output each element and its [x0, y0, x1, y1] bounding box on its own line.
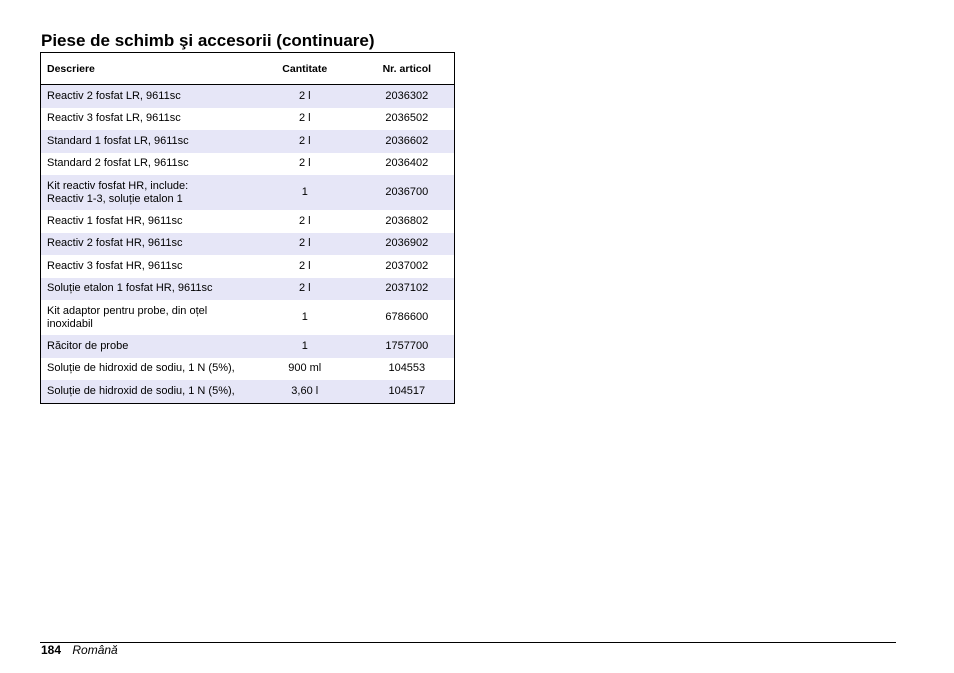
description-line: Standard 2 fosfat LR, 9611sc: [47, 157, 189, 170]
cell-description: [41, 130, 250, 153]
cell-article: 2037002: [360, 255, 455, 278]
cell-quantity: 1: [250, 300, 360, 335]
parts-table: [40, 52, 455, 404]
description-line: Soluție de hidroxid de sodiu, 1 N (5%),: [47, 362, 235, 375]
cell-quantity: 2 l: [250, 108, 360, 131]
header-article: Nr. articol: [360, 53, 455, 85]
description-line: Kit adaptor pentru probe, din oțel: [47, 304, 208, 317]
description-line: inoxidabil: [47, 317, 93, 330]
table-row: [41, 300, 455, 335]
cell-quantity: 2 l: [250, 278, 360, 301]
cell-article: 2036802: [360, 210, 455, 233]
cell-description: [41, 255, 250, 278]
description-line: Standard 1 fosfat LR, 9611sc: [47, 134, 189, 147]
page-number: 184: [41, 643, 62, 657]
cell-quantity: 2 l: [250, 130, 360, 153]
cell-description: [41, 335, 250, 358]
cell-description: [41, 85, 250, 108]
table-row: [41, 255, 455, 278]
cell-description: [41, 300, 250, 335]
header-quantity: Cantitate: [250, 53, 360, 85]
table-row: [41, 210, 455, 233]
description-line: Reactiv 2 fosfat LR, 9611sc: [47, 89, 181, 102]
cell-description: [41, 380, 250, 403]
cell-article: 2036402: [360, 153, 455, 176]
table-row: [41, 130, 455, 153]
description-line: Reactiv 3 fosfat HR, 9611sc: [47, 259, 183, 272]
cell-description: [41, 233, 250, 256]
cell-quantity: 2 l: [250, 153, 360, 176]
cell-quantity: 1: [250, 175, 360, 210]
description-line: Reactiv 1-3, soluție etalon 1: [47, 192, 183, 205]
cell-article: 6786600: [360, 300, 455, 335]
cell-description: [41, 358, 250, 381]
description-line: Reactiv 3 fosfat LR, 9611sc: [47, 112, 181, 125]
table-row: [41, 153, 455, 176]
header-description: Descriere: [41, 53, 250, 85]
description-line: Kit reactiv fosfat HR, include:: [47, 179, 189, 192]
table-row: [41, 108, 455, 131]
cell-article: 104553: [360, 358, 455, 381]
cell-description: [41, 278, 250, 301]
cell-article: 104517: [360, 380, 455, 403]
description-line: Reactiv 2 fosfat HR, 9611sc: [47, 237, 183, 250]
cell-article: 2036602: [360, 130, 455, 153]
cell-quantity: 2 l: [250, 210, 360, 233]
footer-language: Română: [72, 643, 118, 657]
cell-article: 2036700: [360, 175, 455, 210]
table-row: [41, 278, 455, 301]
table-row: [41, 380, 455, 403]
table-row: [41, 85, 455, 108]
cell-quantity: 900 ml: [250, 358, 360, 381]
table-row: [41, 233, 455, 256]
table-row: [41, 358, 455, 381]
page-footer: [41, 643, 118, 657]
cell-quantity: 2 l: [250, 85, 360, 108]
footer-divider: [40, 642, 896, 643]
cell-description: [41, 108, 250, 131]
cell-article: 1757700: [360, 335, 455, 358]
cell-article: 2036502: [360, 108, 455, 131]
cell-article: 2036302: [360, 85, 455, 108]
description-line: Soluție etalon 1 fosfat HR, 9611sc: [47, 282, 213, 295]
description-line: Răcitor de probe: [47, 339, 129, 352]
cell-description: [41, 153, 250, 176]
cell-quantity: 1: [250, 335, 360, 358]
cell-description: [41, 210, 250, 233]
cell-quantity: 3,60 l: [250, 380, 360, 403]
cell-article: 2037102: [360, 278, 455, 301]
description-line: Soluție de hidroxid de sodiu, 1 N (5%),: [47, 384, 235, 397]
cell-description: [41, 175, 250, 210]
cell-quantity: 2 l: [250, 255, 360, 278]
table-header-row: [41, 53, 455, 85]
page-title: Piese de schimb şi accesorii (continuare): [41, 31, 375, 50]
description-line: Reactiv 1 fosfat HR, 9611sc: [47, 214, 183, 227]
table-row: [41, 175, 455, 210]
cell-article: 2036902: [360, 233, 455, 256]
table-row: [41, 335, 455, 358]
cell-quantity: 2 l: [250, 233, 360, 256]
